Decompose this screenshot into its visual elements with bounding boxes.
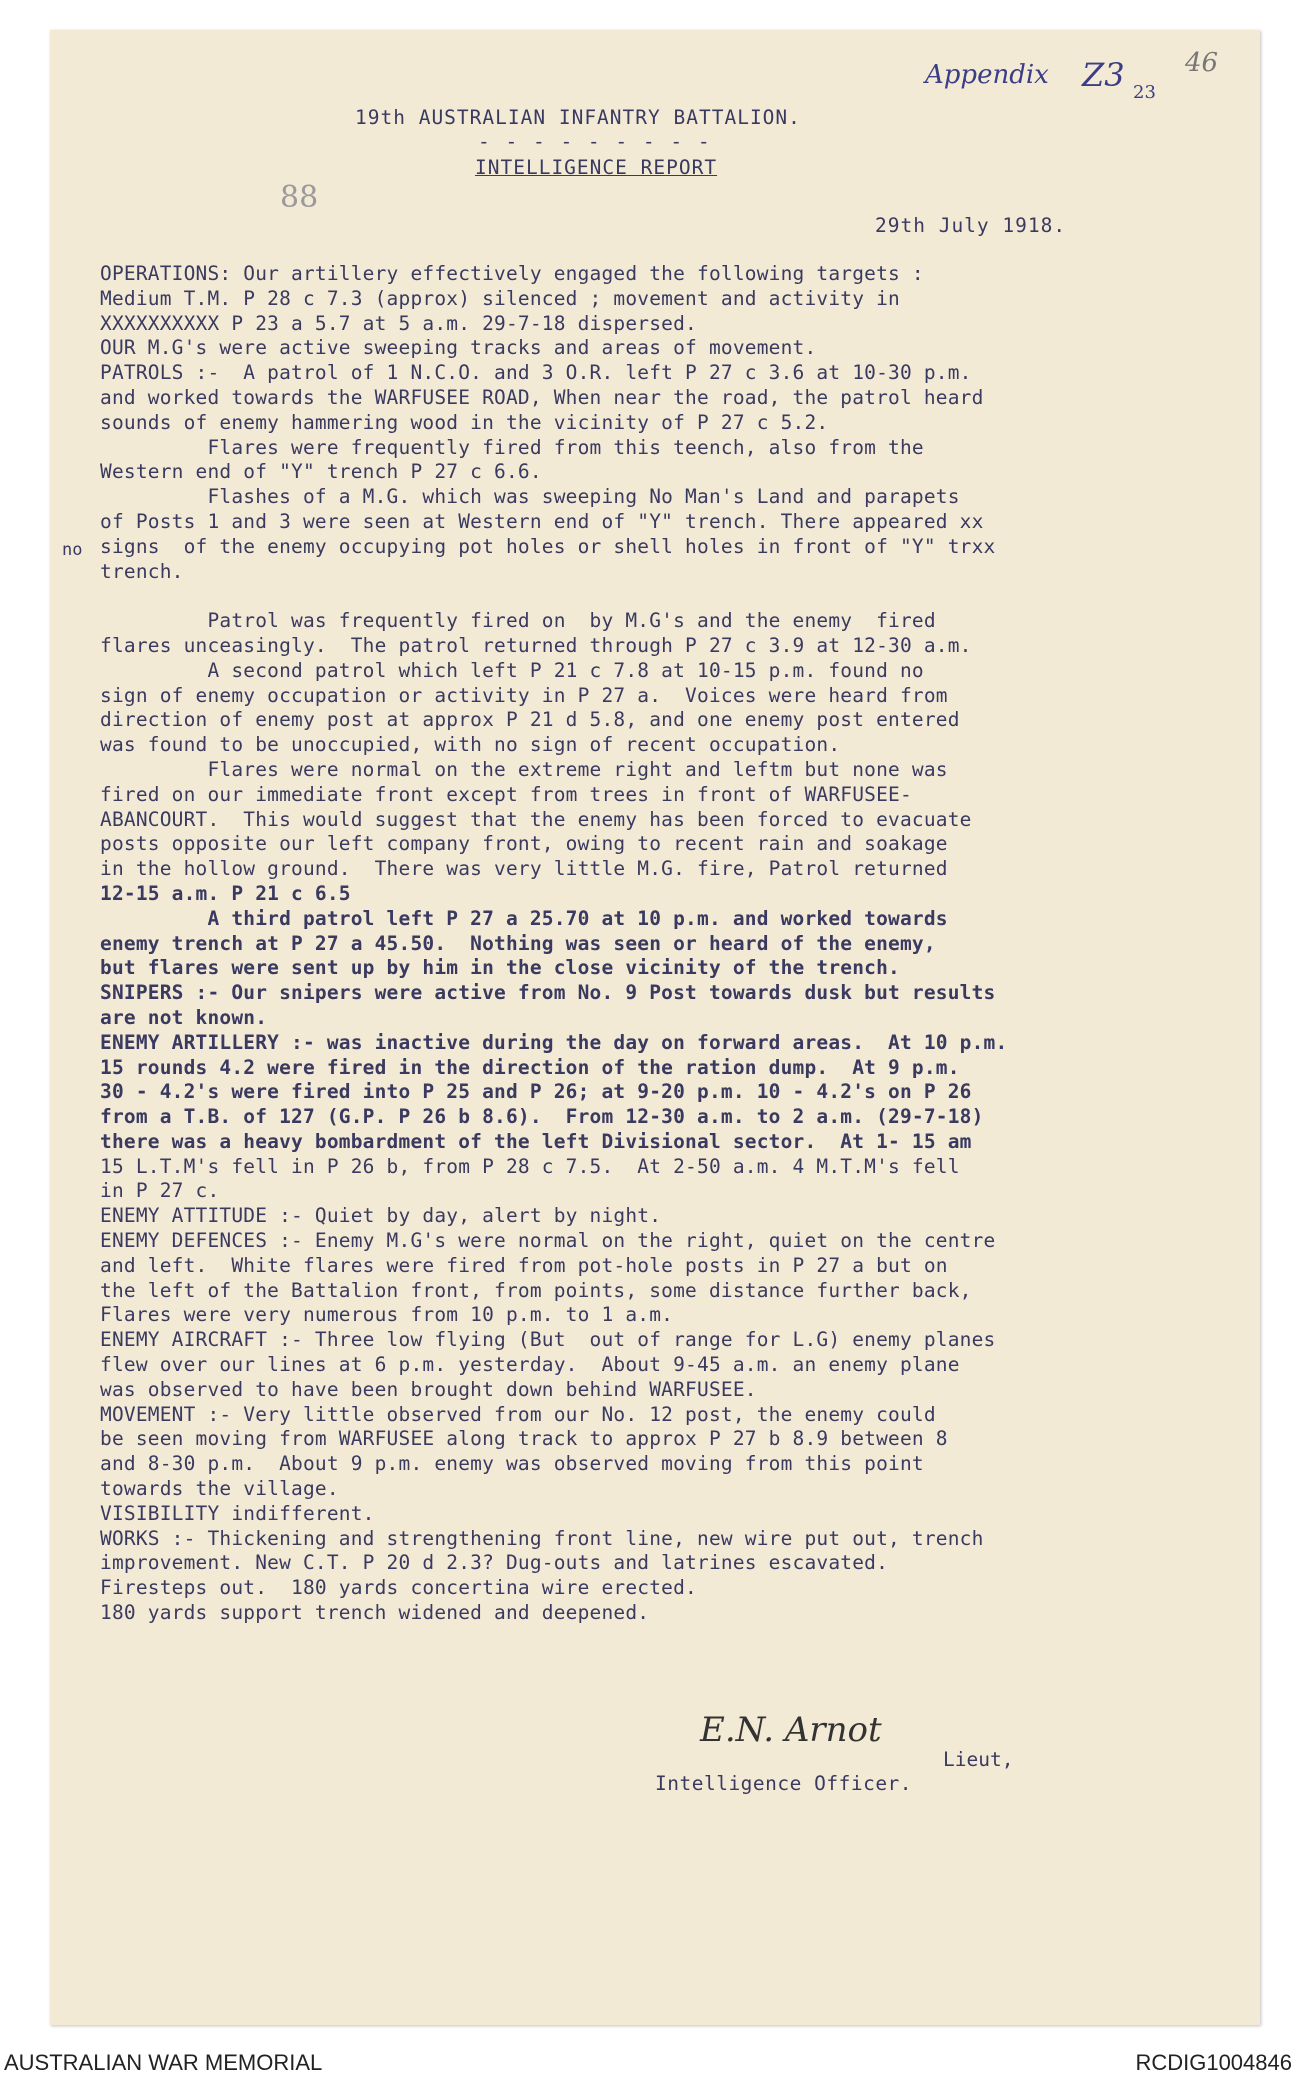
- pencil-mark: 88: [280, 180, 319, 215]
- footer-archive-name: AUSTRALIAN WAR MEMORIAL: [4, 2050, 323, 2075]
- report-line: and left. White flares were fired from pot-hole posts in P 27 a but on: [100, 1253, 948, 1277]
- report-line: flares unceasingly. The patrol returned through P 27 c 3.9 at 12-30 a.m.: [100, 633, 972, 657]
- report-line: and 8-30 p.m. About 9 p.m. enemy was observed moving from this point: [100, 1452, 924, 1476]
- report-line: ENEMY DEFENCES :- Enemy M.G's were normal on the right, quiet on the centre: [100, 1229, 996, 1253]
- report-line: 15 L.T.M's fell in P 26 b, from P 28 c 7.5. At 2-50 a.m. 4 M.T.M's fell: [100, 1154, 960, 1178]
- report-line: but flares were sent up by him in the close vicinity of the trench.: [100, 956, 900, 980]
- report-line: was found to be unoccupied, with no sign of recent occupation.: [100, 733, 841, 757]
- report-line: there was a heavy bombardment of the left Divisional sector. At 1- 15 am: [100, 1129, 972, 1153]
- report-line: be seen moving from WARFUSEE along track to approx P 27 b 8.9 between 8: [100, 1427, 948, 1451]
- report-title: INTELLIGENCE REPORT: [475, 156, 718, 179]
- report-line: A third patrol left P 27 a 25.70 at 10 p.m. and worked towards: [100, 906, 948, 930]
- report-line: ABANCOURT. This would suggest that the enemy has been forced to evacuate: [100, 807, 972, 831]
- report-line: sign of enemy occupation or activity in P 27 a. Voices were heard from: [100, 683, 948, 707]
- report-line: in P 27 c.: [100, 1179, 220, 1203]
- heading-dashes: - - - - - - - - -: [478, 130, 712, 153]
- report-line: OPERATIONS: Our artillery effectively engaged the following targets :: [100, 262, 924, 285]
- report-line: VISIBILITY indifferent.: [100, 1501, 375, 1525]
- report-line: the left of the Battalion front, from points, some distance further back,: [100, 1278, 972, 1302]
- report-line: posts opposite our left company front, owing to recent rain and soakage: [100, 832, 948, 856]
- report-line: towards the village.: [100, 1477, 339, 1501]
- report-line: WORKS :- Thickening and strengthening front line, new wire put out, trench: [100, 1526, 984, 1550]
- signature: E.N. Arnot: [700, 1710, 882, 1750]
- report-line: are not known.: [100, 1005, 268, 1029]
- battalion-heading: 19th AUSTRALIAN INFANTRY BATTALION.: [355, 106, 801, 129]
- report-line: 30 - 4.2's were fired into P 25 and P 26; at 9-20 p.m. 10 - 4.2's on P 26: [100, 1080, 972, 1104]
- report-line: Medium T.M. P 28 c 7.3 (approx) silenced ; movement and activity in: [100, 286, 900, 310]
- report-date: 29th July 1918.: [875, 214, 1067, 237]
- report-line: flew over our lines at 6 p.m. yesterday. About 9-45 a.m. an enemy plane: [100, 1353, 960, 1377]
- appendix-number: Z3: [1082, 56, 1125, 94]
- report-line: [100, 584, 1250, 609]
- report-line: 180 yards support trench widened and deepened.: [100, 1601, 650, 1625]
- report-line: and worked towards the WARFUSEE ROAD, When near the road, the patrol heard: [100, 385, 984, 409]
- report-line: direction of enemy post at approx P 21 d 5.8, and one enemy post entered: [100, 708, 960, 732]
- report-line: Flashes of a M.G. which was sweeping No Man's Land and parapets: [100, 485, 960, 509]
- report-line: improvement. New C.T. P 20 d 2.3? Dug-outs and latrines escavated.: [100, 1551, 889, 1575]
- report-line: from a T.B. of 127 (G.P. P 26 b 8.6). From 12-30 a.m. to 2 a.m. (29-7-18): [100, 1105, 984, 1129]
- appendix-label: Appendix: [925, 60, 1049, 90]
- report-line: OUR M.G's were active sweeping tracks and areas of movement.: [100, 336, 817, 360]
- report-line: A second patrol which left P 21 c 7.8 at 10-15 p.m. found no: [100, 658, 924, 682]
- report-line: XXXXXXXXXX P 23 a 5.7 at 5 a.m. 29-7-18 dispersed.: [100, 311, 697, 335]
- report-line: signs of the enemy occupying pot holes or shell holes in front of "Y" trxx: [100, 534, 996, 558]
- report-line: Flares were frequently fired from this teench, also from the: [100, 435, 924, 459]
- signature-role: Intelligence Officer.: [655, 1772, 913, 1795]
- report-line: Patrol was frequently fired on by M.G's and the enemy fired: [100, 609, 936, 633]
- signature-rank: Lieut,: [943, 1748, 1014, 1771]
- report-line: ENEMY ARTILLERY :- was inactive during the day on forward areas. At 10 p.m.: [100, 1030, 1008, 1054]
- report-line: sounds of enemy hammering wood in the vicinity of P 27 c 5.2.: [100, 410, 829, 434]
- report-line: ENEMY ATTITUDE :- Quiet by day, alert by night.: [100, 1204, 662, 1228]
- page-number: 46: [1185, 48, 1219, 78]
- appendix-sub-number: 23: [1133, 82, 1156, 103]
- report-line: SNIPERS :- Our snipers were active from No. 9 Post towards dusk but results: [100, 981, 996, 1005]
- report-body: [100, 262, 1250, 1626]
- report-line: Flares were normal on the extreme right and leftm but none was: [100, 757, 948, 781]
- report-line: PATROLS :- A patrol of 1 N.C.O. and 3 O.R. left P 27 c 3.6 at 10-30 p.m.: [100, 361, 972, 385]
- report-line: 12-15 a.m. P 21 c 6.5: [100, 881, 351, 905]
- footer-catalog-id: RCDIG1004846: [1135, 2050, 1292, 2075]
- report-line: fired on our immediate front except from trees in front of WARFUSEE-: [100, 782, 912, 806]
- report-line: MOVEMENT :- Very little observed from our No. 12 post, the enemy could: [100, 1402, 936, 1426]
- report-line: enemy trench at P 27 a 45.50. Nothing was seen or heard of the enemy,: [100, 931, 936, 955]
- report-line: in the hollow ground. There was very little M.G. fire, Patrol returned: [100, 857, 948, 881]
- margin-note: no: [62, 540, 83, 560]
- report-line: Flares were very numerous from 10 p.m. to 1 a.m.: [100, 1303, 674, 1327]
- report-line: was observed to have been brought down behind WARFUSEE.: [100, 1377, 757, 1401]
- report-line: of Posts 1 and 3 were seen at Western end of "Y" trench. There appeared xx: [100, 509, 984, 533]
- report-line: ENEMY AIRCRAFT :- Three low flying (But out of range for L.G) enemy planes: [100, 1328, 996, 1352]
- report-line: Firesteps out. 180 yards concertina wire erected.: [100, 1576, 697, 1600]
- report-line: Western end of "Y" trench P 27 c 6.6.: [100, 460, 542, 484]
- report-line: 15 rounds 4.2 were fired in the direction of the ration dump. At 9 p.m.: [100, 1055, 960, 1079]
- report-line: trench.: [100, 559, 184, 583]
